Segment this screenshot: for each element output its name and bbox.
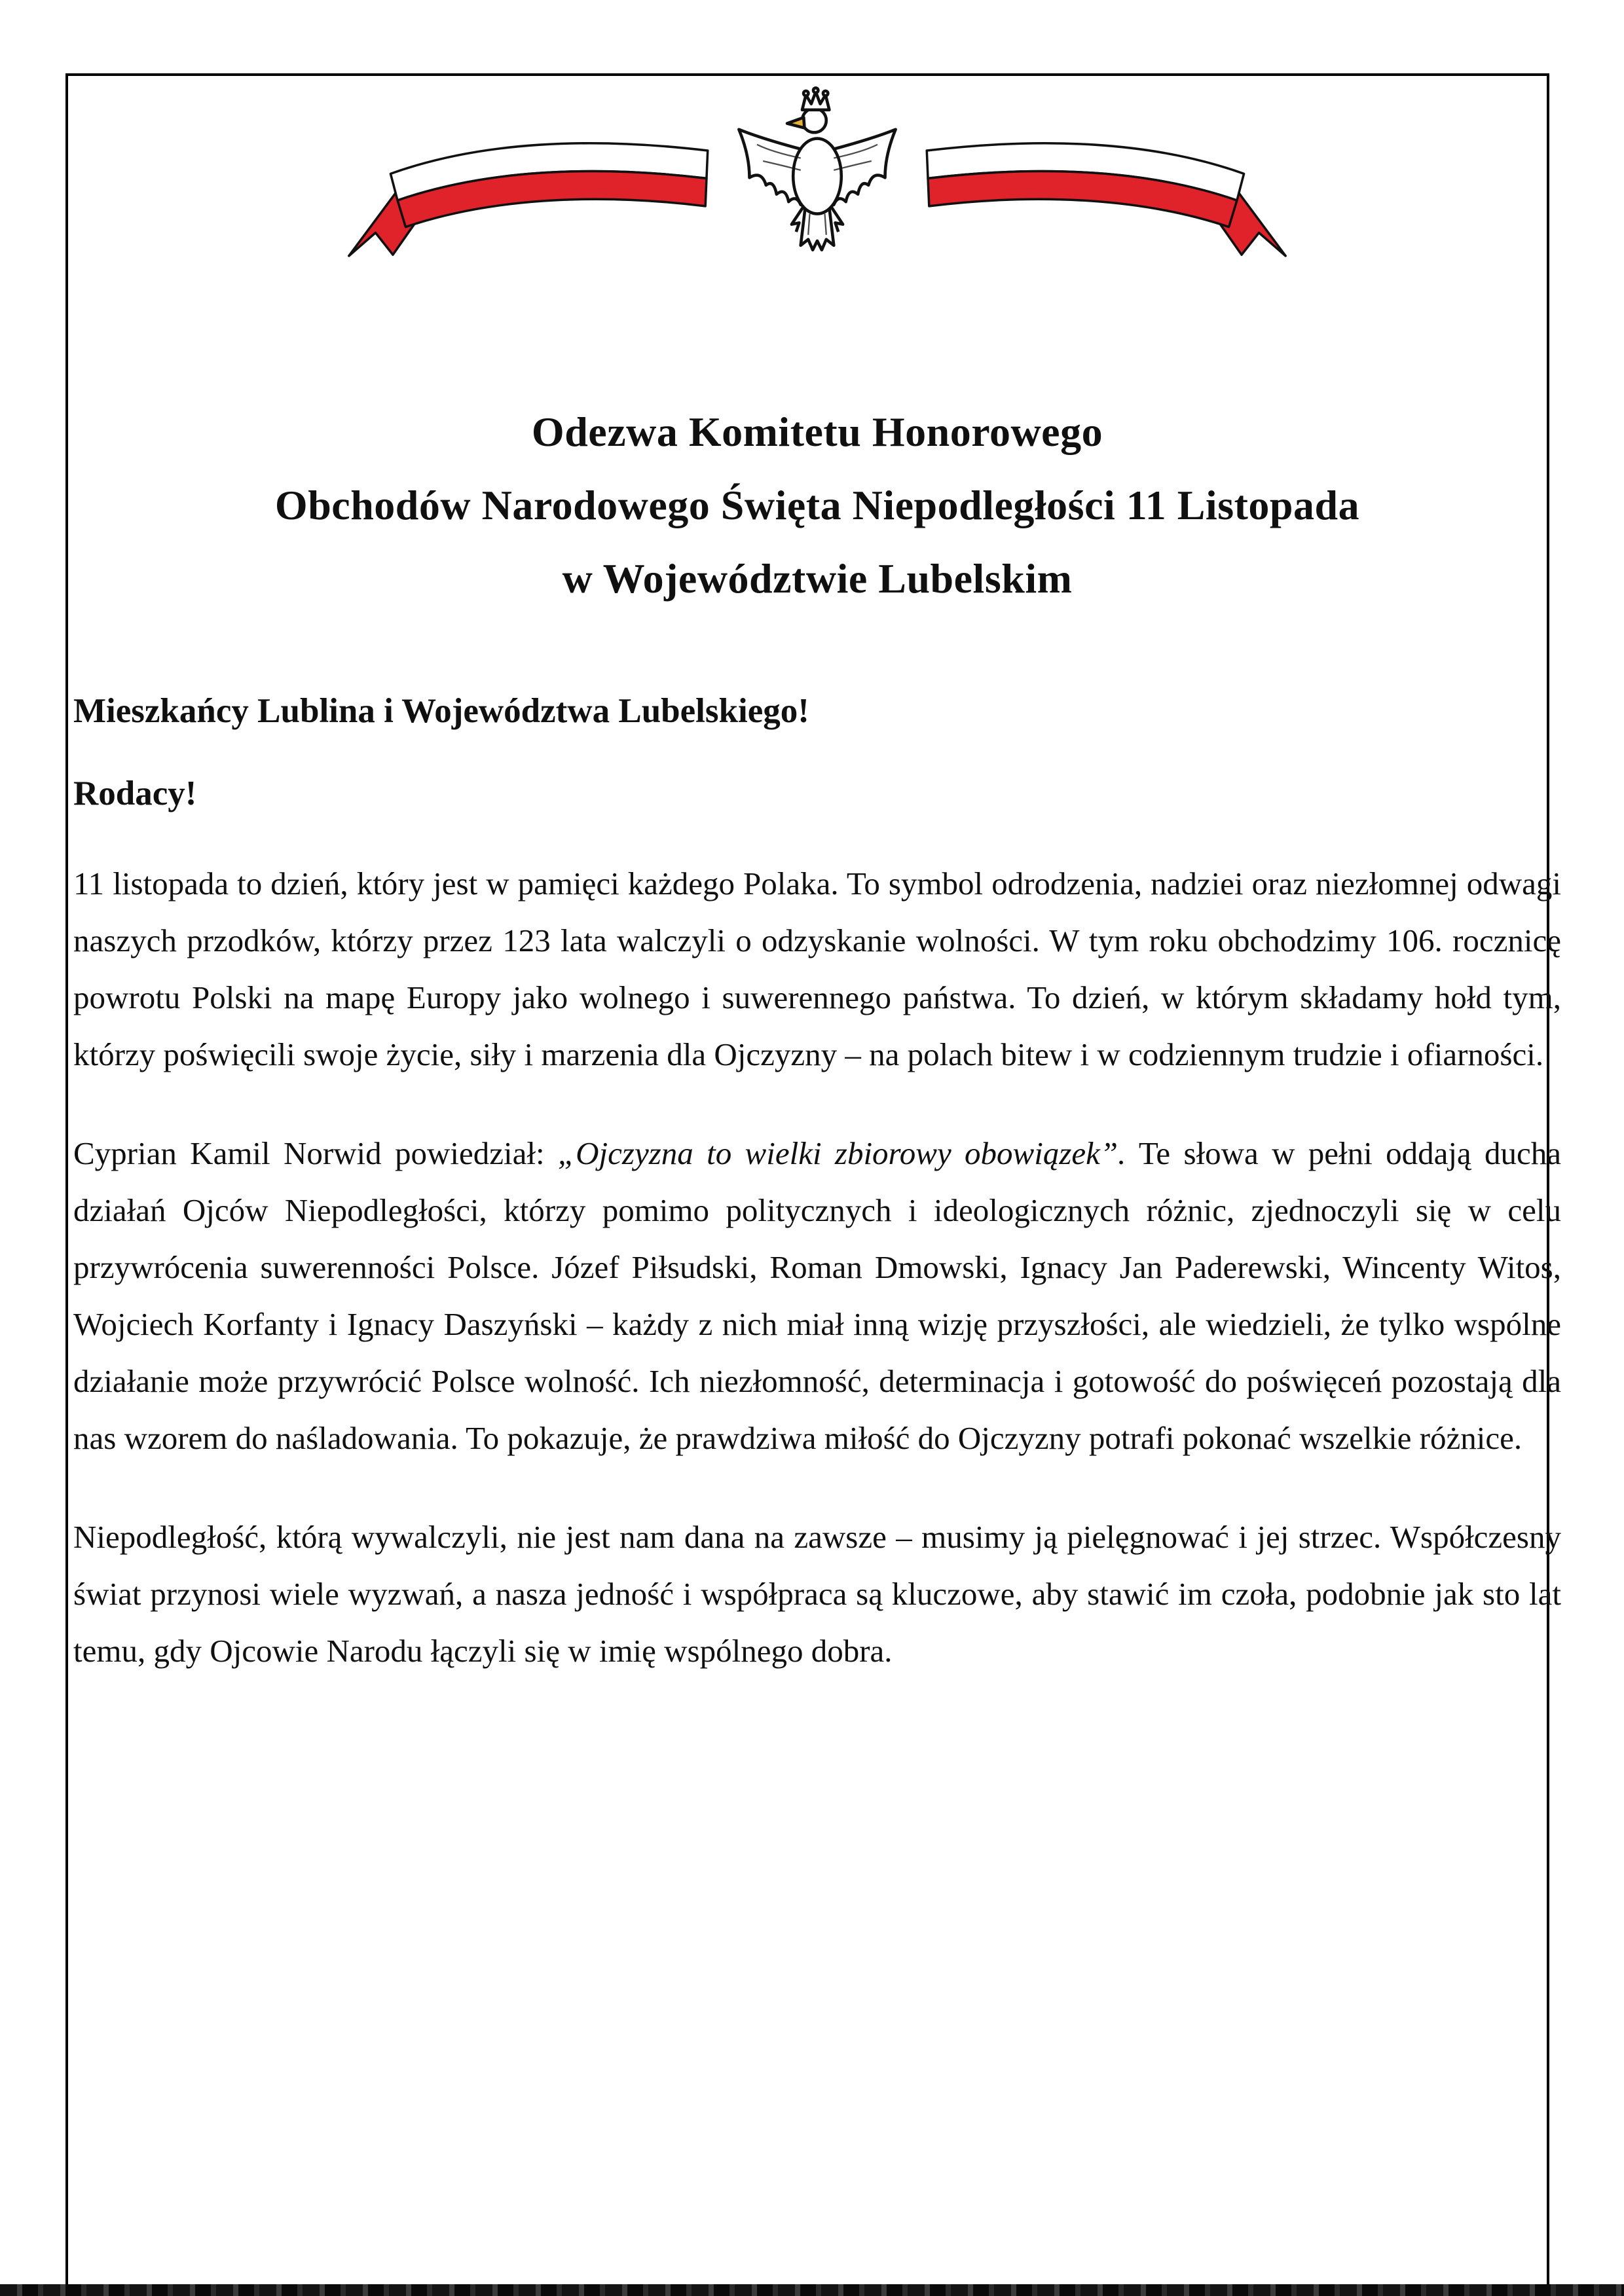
white-red-flag-ribbon-left-icon	[342, 116, 712, 265]
paragraph-3: Niepodległość, którą wywalczyli, nie jest nam dana na zawsze – musimy ją pielęgnować i jej strzec. Współczesny świat przynosi wiele wyzwań, a nasza jedność i współpraca są kluczowe, aby stawić im czoła, podobnie jak sto lat temu, gdy Ojcowie Narodu łączyli się w imię wspólnego dobra.	[73, 1519, 1561, 1669]
greeting-primary: Mieszkańcy Lublina i Województwa Lubelskiego!	[73, 692, 809, 730]
paragraph-2-rest: Te słowa w pełni oddają ducha działań Ojców Niepodległości, którzy pomimo politycznych i ideologicznych różnic, zjednoczyli się w celu przywrócenia suwerenności Polsce. Józef Piłsudski, Roman Dmowski, Ignacy Jan Paderewski, Wincenty Witos, Wojciech Korfanty i Ignacy Daszyński – każdy z nich miał inną wizję przyszłości, ale wiedzieli, że tylko wspólne działanie może przywrócić Polsce wolność. Ich niezłomność, determinacja i gotowość do poświęceń pozostają dla nas wzorem do naśladowania. To pokazuje, że prawdziwa miłość do Ojczyzny potrafi pokonać wszelkie różnice.	[73, 1135, 1561, 1456]
title-line-2: Obchodów Narodowego Święta Niepodległości 11 Listopada	[274, 482, 1360, 528]
title-line-1: Odezwa Komitetu Honorowego	[531, 409, 1103, 455]
greeting-secondary: Rodacy!	[73, 774, 197, 812]
paragraph-2-quote: „Ojczyzna to wielki zbiorowy obowiązek”.	[557, 1135, 1126, 1171]
paragraph-2-lead: Cyprian Kamil Norwid powiedział:	[73, 1135, 558, 1171]
emblem-header	[73, 82, 1561, 299]
polish-eagle-emblem-icon	[727, 86, 908, 286]
document-title	[73, 395, 1561, 615]
paragraph-2	[73, 1125, 1561, 1467]
white-red-flag-ribbon-right-icon	[922, 116, 1293, 265]
scan-artifact-strip	[0, 2284, 1624, 2296]
paragraph-1: 11 listopada to dzień, który jest w pamięci każdego Polaka. To symbol odrodzenia, nadziei oraz niezłomnej odwagi naszych przodków, którzy przez 123 lata walczyli o odzyskanie wolności. W tym roku obchodzimy 106. rocznicę powrotu Polski na mapę Europy jako wolnego i suwerennego państwa. To dzień, w którym składamy hołd tym, którzy poświęcili swoje życie, siły i marzenia dla Ojczyzny – na polach bitew i w codziennym trudzie i ofiarności.	[73, 866, 1561, 1072]
title-line-3: w Województwie Lubelskim	[562, 555, 1073, 602]
